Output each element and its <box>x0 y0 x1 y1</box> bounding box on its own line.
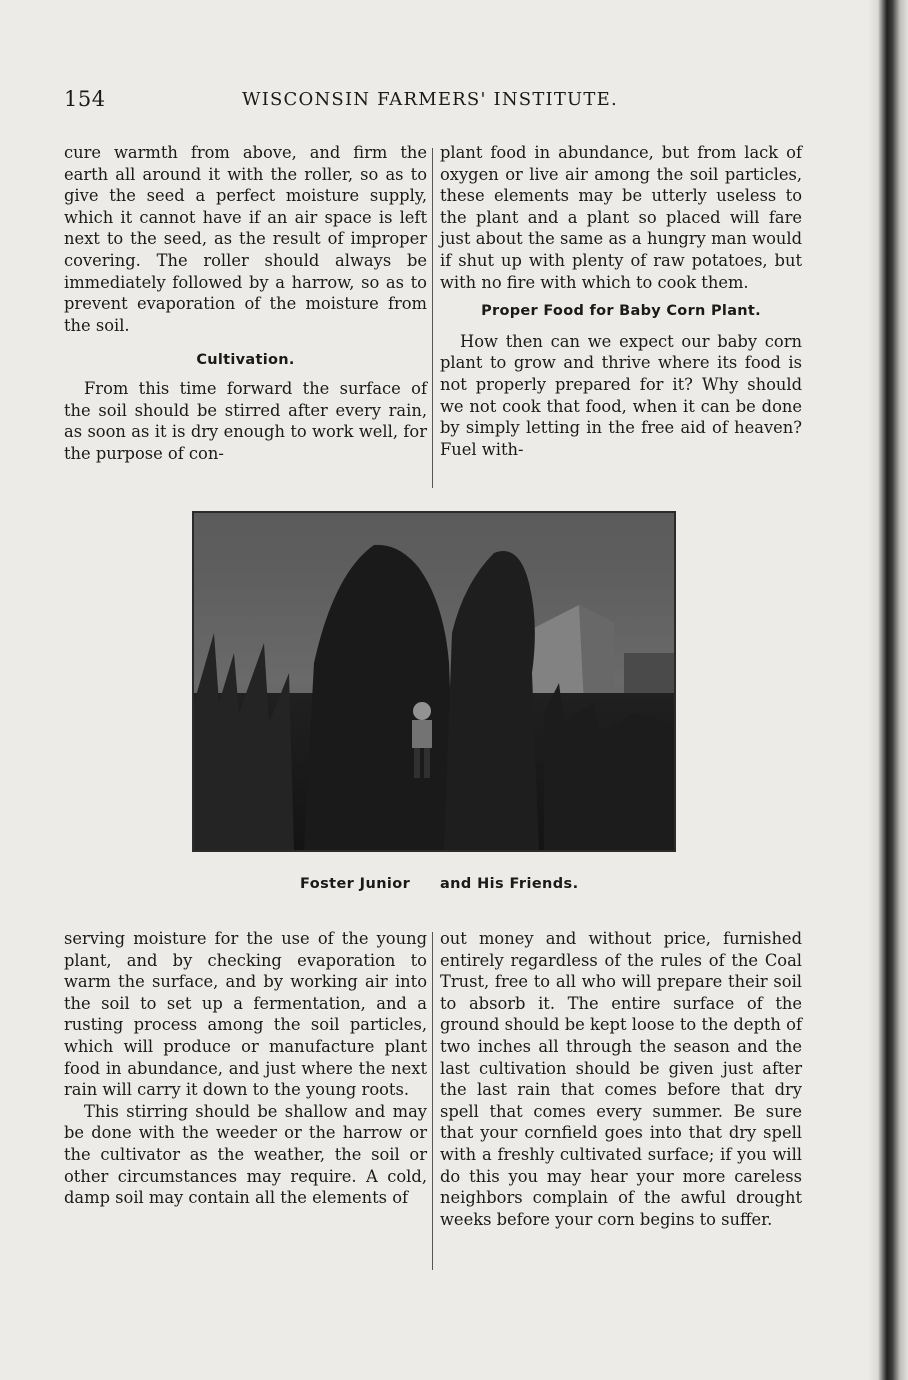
paragraph: plant food in abundance, but from lack of oxygen or live air among the soil particles, these elements may be utterly useless to the plant and a plant so placed will fare just about the same as a hungry man would if shut up with plenty of raw potatoes, but with no fire with which to cook them. <box>440 143 802 292</box>
paragraph: From this time forward the surface of the soil should be stirred after every rain, as soon as it is dry enough to work well, for the purpose of con- <box>64 378 427 463</box>
photo-image <box>194 513 674 850</box>
paragraph: serving moisture for the use of the young plant, and by checking evaporation to warm the surface, and by working air into the soil to set up a fermentation, and a rusting process among the soil particles, which will produce or manufacture plant food in abundance, and just where the next rain will carry it down to the young roots. <box>64 929 427 1100</box>
bottom-right-column <box>440 928 802 1230</box>
page-number: 154 <box>64 87 106 111</box>
section-heading-proper-food: Proper Food for Baby Corn Plant. <box>481 303 761 320</box>
section-heading-cultivation: Cultivation. <box>196 352 295 369</box>
column-divider <box>432 932 433 1270</box>
paragraph: cure warmth from above, and firm the earth all around it with the roller, so as to give the seed a perfect moisture supply, which it cannot have if an air space is left next to the seed, as the result of improper covering. The roller should always be immediately followed by a harrow, so as to prevent evaporation of the moisture from the soil. <box>64 143 427 335</box>
paragraph: This stirring should be shallow and may be done with the weeder or the harrow or the cultivator as the weather, the soil or other circumstances may require. A cold, damp soil may contain all the elements of <box>64 1101 427 1208</box>
top-left-column <box>64 142 427 464</box>
paragraph: out money and without price, furnished entirely regardless of the rules of the Coal Trust, free to all who will prepare their soil to absorb it. The entire surface of the ground should be kept loose to the depth of two inches all through the season and the last cultivation should be given just after the last rain that comes before that dry spell that comes every summer. Be sure that your cornfield goes into that dry spell with a freshly cultivated surface; if you will do this you may hear your more careless neighbors complain of the awful drought weeks before your corn begins to suffer. <box>440 929 802 1229</box>
paragraph: How then can we expect our baby corn plant to grow and thrive where its food is not properly prepared for it? Why should we not cook that food, when it can be done by simply letting in the free aid of heaven? Fuel with- <box>440 331 802 459</box>
caption-left: Foster Junior <box>300 876 411 892</box>
column-divider <box>432 148 433 488</box>
bottom-left-column <box>64 928 427 1209</box>
photograph-corn-shocks <box>192 511 676 852</box>
running-title: WISCONSIN FARMERS' INSTITUTE. <box>242 89 618 110</box>
book-binding-edge <box>878 0 908 1380</box>
top-right-column <box>440 142 802 460</box>
caption-right: and His Friends. <box>440 876 579 892</box>
gutter-shadow <box>868 0 878 1380</box>
